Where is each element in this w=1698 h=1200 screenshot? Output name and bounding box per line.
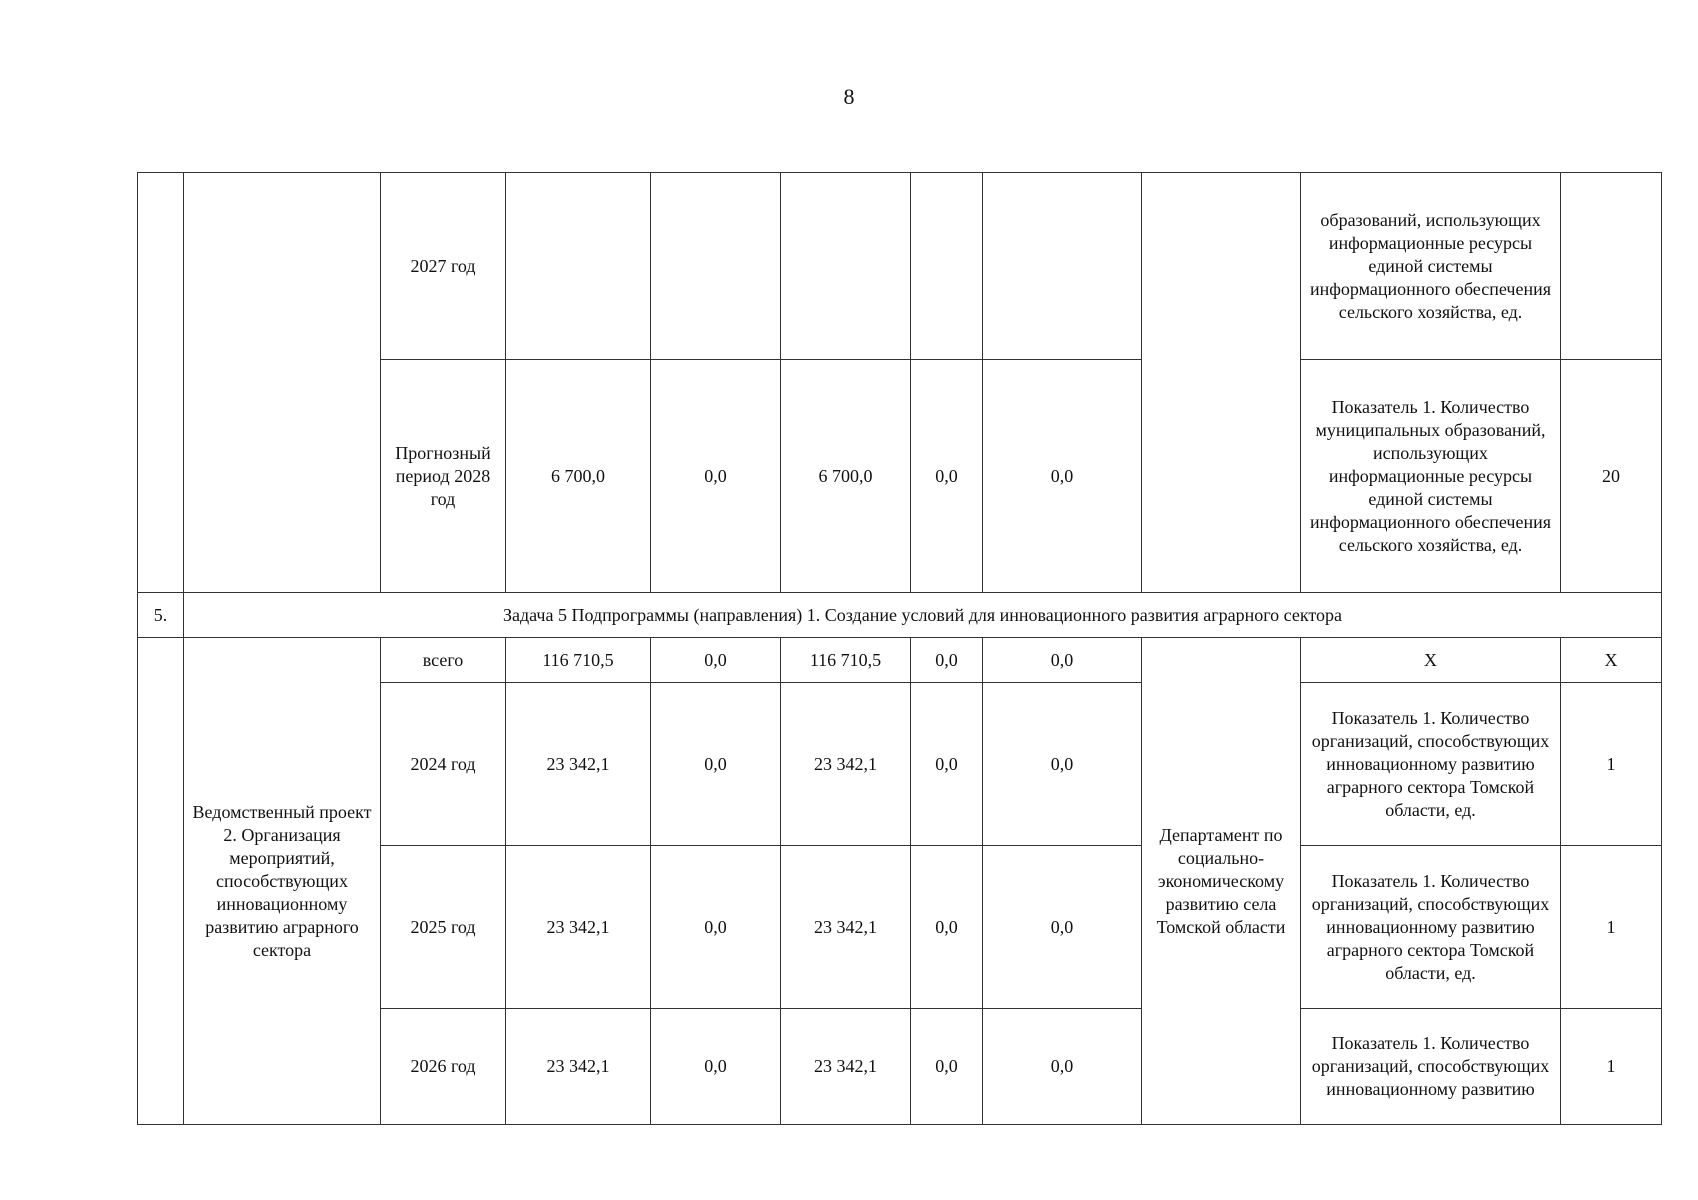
page-number: 8 [843,84,855,109]
period-cell: 2024 год [381,683,506,846]
value-federal: 0,0 [651,360,781,593]
value-regional: 6 700,0 [781,360,911,593]
executor-cell [1142,173,1301,593]
period-cell: 2027 год [381,173,506,360]
value-regional: 23 342,1 [781,1009,911,1125]
value-total: 6 700,0 [506,360,651,593]
value-federal: 0,0 [651,1009,781,1125]
value-other [983,173,1142,360]
value-federal: 0,0 [651,638,781,683]
table-row [138,638,1662,683]
value-regional: 23 342,1 [781,846,911,1009]
target-cell: 1 [1561,846,1662,1009]
value-other: 0,0 [983,683,1142,846]
value-local: 0,0 [911,846,983,1009]
value-total: 23 342,1 [506,1009,651,1125]
value-local: 0,0 [911,360,983,593]
task-row [138,593,1662,638]
value-total: 23 342,1 [506,683,651,846]
value-local: 0,0 [911,638,983,683]
value-regional [781,173,911,360]
task-title: Задача 5 Подпрограммы (направления) 1. Создание условий для инновационного развития аграрного сектора [184,593,1662,638]
value-federal: 0,0 [651,846,781,1009]
executor-cell: Департамент по социально-экономическому развитию села Томской области [1142,638,1301,1125]
number-cell [138,638,184,1125]
budget-table [137,172,1662,1125]
indicator-cell: Показатель 1. Количество организаций, способствующих инновационному развитию аграрного сектора Томской области, ед. [1301,683,1561,846]
task-number: 5. [138,593,184,638]
value-total: 116 710,5 [506,638,651,683]
target-cell: X [1561,638,1662,683]
target-cell: 1 [1561,1009,1662,1125]
target-cell: 20 [1561,360,1662,593]
target-cell [1561,173,1662,360]
value-other: 0,0 [983,360,1142,593]
value-total: 23 342,1 [506,846,651,1009]
value-federal [651,173,781,360]
indicator-cell: Показатель 1. Количество муниципальных образований, использующих информационные ресурсы единой системы информационного обеспечения сельского хозяйства, ед. [1301,360,1561,593]
indicator-cell: образований, использующих информационные ресурсы единой системы информационного обеспечения сельского хозяйства, ед. [1301,173,1561,360]
value-regional: 116 710,5 [781,638,911,683]
value-other: 0,0 [983,846,1142,1009]
indicator-cell: X [1301,638,1561,683]
indicator-cell: Показатель 1. Количество организаций, способствующих инновационному развитию аграрного сектора Томской области, ед. [1301,846,1561,1009]
value-total [506,173,651,360]
period-cell: всего [381,638,506,683]
name-cell [184,173,381,593]
value-local [911,173,983,360]
table-row [138,173,1662,360]
value-regional: 23 342,1 [781,683,911,846]
number-cell [138,173,184,593]
project-name: Ведомственный проект 2. Организация мероприятий, способствующих инновационному развитию аграрного сектора [184,638,381,1125]
value-local: 0,0 [911,1009,983,1125]
value-federal: 0,0 [651,683,781,846]
target-cell: 1 [1561,683,1662,846]
indicator-cell: Показатель 1. Количество организаций, способствующих инновационному развитию [1301,1009,1561,1125]
period-cell: 2025 год [381,846,506,1009]
value-other: 0,0 [983,1009,1142,1125]
period-cell: 2026 год [381,1009,506,1125]
value-local: 0,0 [911,683,983,846]
period-cell: Прогнозный период 2028 год [381,360,506,593]
value-other: 0,0 [983,638,1142,683]
